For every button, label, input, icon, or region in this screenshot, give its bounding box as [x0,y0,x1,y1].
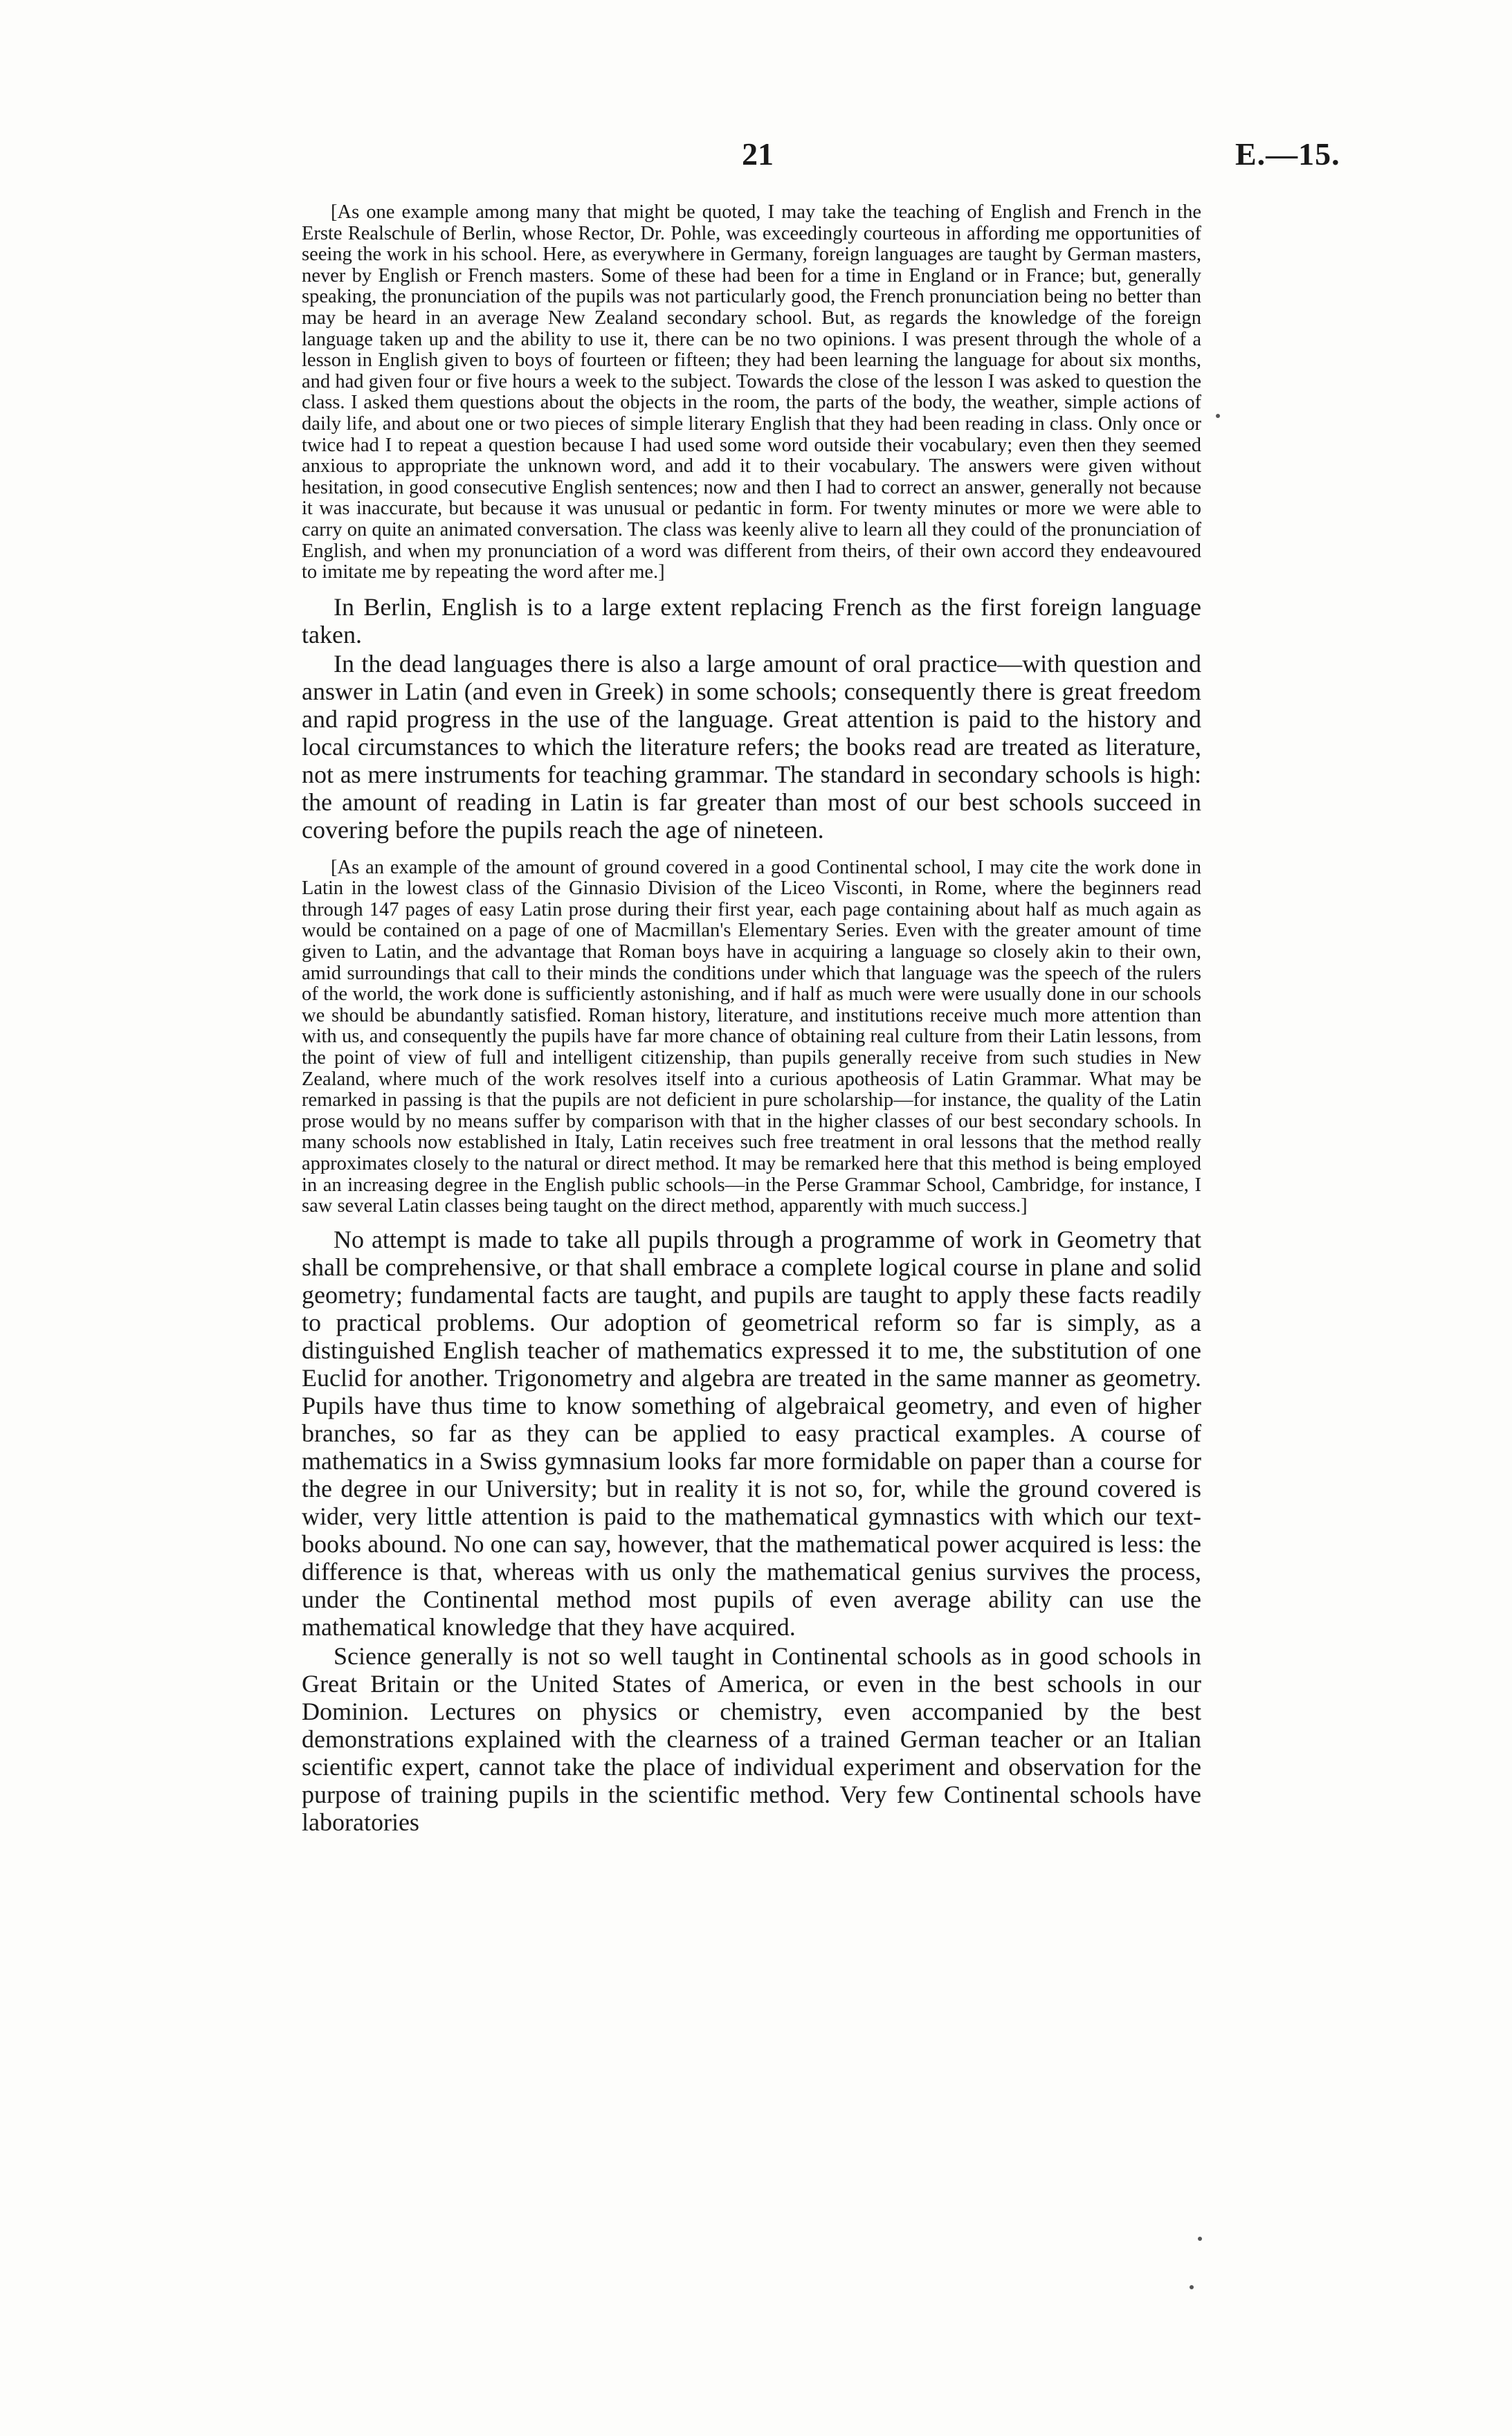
paragraph-geometry: No attempt is made to take all pupils through a programme of work in Geometry that shall be comprehensive, or that shall embrace a complete logical course in plane and solid geometry; fundamental facts are taught, and pupils are taught to apply these facts readily to practical problems. Our adoption of geometrical reform so far is simply, as a distinguished English teacher of mathematics expressed it to me, the substitution of one Euclid for another. Trigonometry and algebra are treated in the same manner as geometry. Pupils have thus time to know something of algebraical geometry, and even of higher branches, so far as they can be applied to easy practical examples. A course of mathematics in a Swiss gymnasium looks far more formidable on paper than a course for the degree in our University; but in reality it is not so, for, while the ground covered is wider, very little attention is paid to the mathematical gymnastics with which our text-books abound. No one can say, however, that the mathematical power acquired is less: the difference is that, whereas with us only the mathematical genius survives the process, under the Continental method most pupils of even average ability can use the mathematical knowledge that they have acquired. [302,1225,1201,1641]
stray-ink-mark [1190,2285,1194,2289]
page-number: 21 [742,136,774,172]
document-reference: E.—15. [1235,136,1340,172]
paragraph-dead-languages: In the dead languages there is also a large amount of oral practice—with question and answer in Latin (and even in Greek) in some schools; consequently there is great freedom and rapid progress in the use of the language. Great attention is paid to the history and local circumstances to which the literature refers; the books read are treated as literature, not as mere instruments for teaching grammar. The standard in secondary schools is high: the amount of reading in Latin is far greater than most of our best schools succeed in covering before the pupils reach the age of nineteen. [302,649,1201,844]
body-text [302,202,1201,1837]
paragraph-liceo-visconti-example: [As an example of the amount of ground covered in a good Continental school, I may cite the work done in Latin in the lowest class of the Ginnasio Division of the Liceo Visconti, in Rome, where the beginners read through 147 pages of easy Latin prose during their first year, each page containing about half as much again as would be contained on a page of one of Macmillan's Elementary Series. Even with the greater amount of time given to Latin, and the advantage that Roman boys have in acquiring a language so closely akin to their own, amid surroundings that call to their minds the conditions under which that language was the speech of the rulers of the world, the work done is sufficiently astonishing, and if half as much were were usually done in our schools we should be abundantly satisfied. Roman history, literature, and institutions receive much more attention than with us, and consequently the pupils have far more chance of obtaining real culture from their Latin lessons, from the point of view of full and intelligent citizenship, than pupils generally receive from such studies in New Zealand, where much of the work resolves itself into a curious apotheosis of Latin Grammar. What may be remarked in passing is that the pupils are not deficient in pure scholarship—for instance, the quality of the Latin prose would by no means suffer by comparison with that in the higher classes of our best secondary schools. In many schools now established in Italy, Latin receives such free treatment in oral lessons that the method really approximates closely to the natural or direct method. It may be remarked here that this method is being employed in an increasing degree in the English public schools—in the Perse Grammar School, Cambridge, for instance, I saw several Latin classes being taught on the direct method, apparently with much success.] [302,856,1201,1217]
stray-ink-mark [1198,2237,1202,2241]
stray-ink-mark [1216,414,1220,418]
paragraph-science: Science generally is not so well taught in Continental schools as in good schools in Great Britain or the United States of America, or even in the best schools in our Dominion. Lectures on physics or chemistry, even accompanied by the best demonstrations explained with the clearness of a trained German teacher or an Italian scientific expert, cannot take the place of individual experiment and observation for the purpose of training pupils in the scientific method. Very few Continental schools have laboratories [302,1642,1201,1836]
paragraph-berlin-realschule-example: [As one example among many that might be quoted, I may take the teaching of English and French in the Erste Realschule of Berlin, whose Rector, Dr. Pohle, was exceedingly courteous in affording me opportunities of seeing the work in his school. Here, as everywhere in Germany, foreign languages are taught by German masters, never by English or French masters. Some of these had been for a time in England or in France; but, generally speaking, the pronunciation of the pupils was not particularly good, the French pronunciation being no better than may be heard in an average New Zealand secondary school. But, as regards the knowledge of the foreign language taken up and the ability to use it, there can be no two opinions. I was present through the whole of a lesson in English given to boys of fourteen or fifteen; they had been learning the language for about six months, and had given four or five hours a week to the subject. Towards the close of the lesson I was asked to question the class. I asked them questions about the objects in the room, the parts of the body, the weather, simple actions of daily life, and about one or two pieces of simple literary English that they had been reading in class. Only once or twice had I to repeat a question because I had used some word outside their vocabulary; even then they seemed anxious to appropriate the unknown word, and add it to their vocabulary. The answers were given without hesitation, in good consecutive English sentences; now and then I had to correct an answer, generally not because it was inaccurate, but because it was unusual or pedantic in form. For twenty minutes or more we were able to carry on quite an animated conversation. The class was keenly alive to learn all they could of the pronunciation of English, and when my pronunciation of a word was different from theirs, of their own accord they endeavoured to imitate me by repeating the word after me.] [302,201,1201,583]
paragraph-english-replacing-french: In Berlin, English is to a large extent replacing French as the first foreign language taken. [302,592,1201,648]
